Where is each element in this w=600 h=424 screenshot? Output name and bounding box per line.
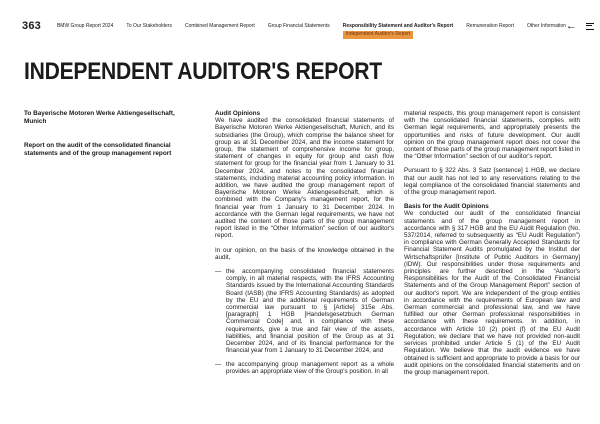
- right-column: [404, 110, 580, 381]
- nav-item-to-our-stakeholders[interactable]: To Our Stakeholders: [126, 23, 172, 29]
- salutation: To Bayerische Motoren Werke Aktiengesellschaft, Munich: [24, 110, 175, 125]
- middle-column: [215, 110, 394, 381]
- bullet-dash: —: [215, 360, 222, 368]
- audit-opinions-paragraph-2: In our opinion, on the basis of the knowledge obtained in the audit,: [215, 246, 394, 261]
- list-item: [215, 361, 394, 375]
- continuation-paragraph: material respects, this group management report is consistent with the consolidated financial statements, complies with German legal requirements, and appropriately presents the opportunities and risks of future development. Our audit opinion on the group management report does not cover the content of those parts of the group management report listed in the “Other Information” section of our auditor's report.: [404, 110, 580, 161]
- report-section-title: Report on the audit of the consolidated financial statements and of the group management report: [24, 142, 172, 157]
- nav-item-other-information[interactable]: Other Information: [527, 23, 566, 29]
- list-item: [215, 268, 394, 354]
- top-navigation: [56, 21, 566, 37]
- basis-paragraph: We conducted our audit of the consolidated financial statements and of the group management report in accordance with § 317 HGB and the EU Audit Regulation (No. 537/2014, referred to subsequently as “EU Audit Regulation”) in compliance with German Generally Accepted Standards for Financial Statement Audits promulgated by the Institut der Wirtschaftsprüfer [Institute of Public Auditors in Germany] (IDW). Our responsibilities under those requirements and principles are further described in the “Auditor's Responsibilities for the Audit of the Consolidated Financial Statements and of the Group Management Report” section of our auditor's report. We are independent of the group entities in accordance with the requirements of European law and German commercial and professional law, and we have fulfilled our other German professional responsibilities in accordance with these requirements. In addition, in accordance with Article 10 (2) point (f) of the EU Audit Regulation, we declare that we have not provided non-audit services prohibited under Article 5 (1) of the EU Audit Regulation. We believe that the audit evidence we have obtained is sufficient and appropriate to provide a basis for our audit opinions on the consolidated financial statements and on the group management report.: [404, 210, 580, 376]
- page-number: 363: [22, 20, 41, 32]
- bullet-text-2: the accompanying group management report as a whole provides an appropriate view of the Group's position. In all: [226, 360, 394, 375]
- nav-item-remuneration-report[interactable]: Remuneration Report: [466, 23, 514, 29]
- nav-item-label: Responsibility Statement and Auditor's Report: [342, 23, 454, 29]
- header-toolbar: [566, 21, 600, 30]
- menu-icon[interactable]: [586, 23, 594, 30]
- page-title: INDEPENDENT AUDITOR'S REPORT: [24, 58, 382, 85]
- bullet-dash: —: [215, 268, 222, 276]
- audit-opinions-paragraph-1: We have audited the consolidated financial statements of Bayerische Motoren Werke Aktiengesellschaft, Munich, and its subsidiaries (the Group), which comprise the balance sheet for group as at 31 December 2024, and the income statement for group, the statement of comprehensive income for group, statement of changes in equity for group and cash flow statement for group for the financial year from 1 January to 31 December 2024, and notes to the consolidated financial statements, including material accounting policy information. In addition, we have audited the group management report of Bayerische Motoren Werke Aktiengesellschaft, which is combined with the Company's management report, for the financial year from 1 January to 31 December 2024. In accordance with the German legal requirements, we have not audited the content of those parts of the group management report listed in the “Other Information” section of our auditor's report.: [215, 117, 394, 240]
- bullet-text-1: the accompanying consolidated financial statements comply, in all material respects, with the IFRS Accounting Standards issued by the International Accounting Standards Board (IASB) (the IFRS Accounting Standards) as adopted by the EU and the additional requirements of German commercial law pursuant to § [Article] 315e Abs. [paragraph] 1 HGB [Handelsgesetzbuch German Commercial Code] and, in compliance with these requirements, give a true and fair view of the assets, liabilities, and financial position of the Group as at 31 December 2024, and of its financial performance for the financial year from 1 January to 31 December 2024, and: [226, 268, 394, 355]
- basis-heading: Basis for the Audit Opinions: [404, 203, 489, 211]
- nav-item-group-financial-statements[interactable]: Group Financial Statements: [267, 23, 330, 29]
- left-column: [24, 110, 194, 381]
- subnav-independent-auditors-report[interactable]: Independent Auditor's Report: [343, 31, 414, 39]
- pursuant-paragraph: Pursuant to § 322 Abs. 3 Satz [sentence] 1 HGB, we declare that our audit has not led to any reservations relating to the legal compliance of the consolidated financial statements and of the group management report.: [404, 167, 580, 197]
- audit-opinions-heading: Audit Opinions: [215, 110, 261, 117]
- back-arrow-icon[interactable]: ←: [565, 20, 577, 32]
- nav-item-bmw-group-report[interactable]: BMW Group Report 2024: [56, 23, 114, 29]
- nav-item-combined-management-report[interactable]: Combined Management Report: [184, 23, 255, 29]
- report-body: [24, 110, 580, 381]
- nav-item-responsibility-statement[interactable]: [342, 23, 454, 37]
- page-header: [22, 20, 578, 37]
